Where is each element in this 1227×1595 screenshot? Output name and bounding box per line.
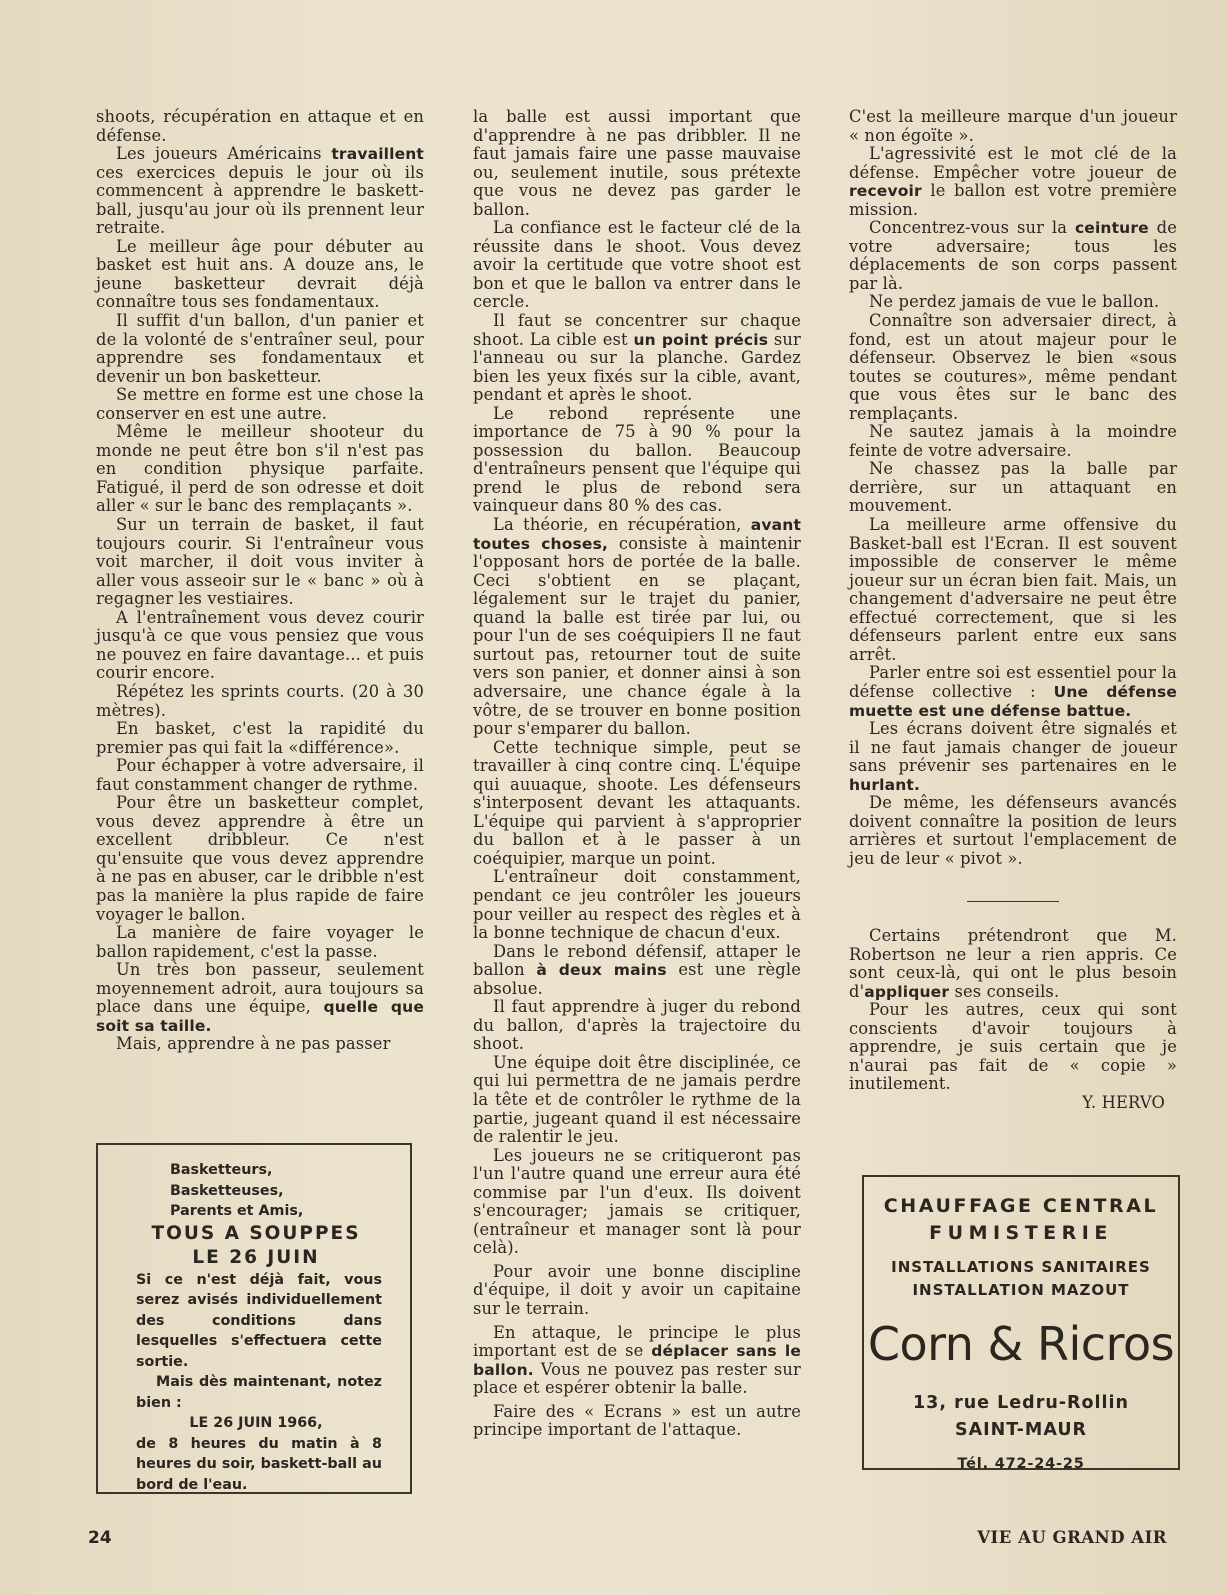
text-run: Concentrez-vous sur la [869,218,1075,238]
text-run: de votre adversaire; tous les déplacements de son corps passent par là. [849,218,1177,293]
text-run: Vous ne pouvez pas rester sur place et espérer obtenir la balle. [473,1359,801,1398]
paragraph: Sur un terrain de basket, il faut toujours courir. Si l'entraîneur vous voit marcher, il doit vous inviter à aller vous asseoir sur le « banc » où à regagner les vestiaires. [96,515,424,609]
paragraph: shoots, récupération en attaque et en défense. [96,107,424,145]
text-run: Les écrans doivent être signalés et il ne faut jamais changer de joueur sans prévenir ses partenaires en le [849,719,1177,776]
bold-phrase: hurlant. [849,775,921,794]
ad-city: SAINT-MAUR [954,1420,1088,1440]
paragraph: Mais, apprendre à ne pas passer [116,1034,391,1054]
heating-advertisement [862,1175,1180,1470]
paragraph: Répétez les sprints courts. (20 à 30 mètres). [96,681,424,720]
ad-headline-date: LE 26 JUIN [192,1246,320,1268]
paragraph: L'agressivité est le mot clé de la défense. Empêcher votre joueur de recevoir le ballon est votre première mission. [849,144,1177,219]
paragraph [473,516,801,739]
paragraph: Cette technique simple, peut se travailler à cinq contre cinq. L'équipe qui auuaque, shoote. Les défenseurs s'interposent devant les attaquants. L'équipe qui parvient à s'approprier du ballon et à le passer à un coéquipier, marque un point. [473,737,801,868]
paragraph: Pour échapper à votre adversaire, il faut constamment changer de rythme. [96,756,424,794]
ad-service-sanitaires: INSTALLATIONS SANITAIRES [891,1258,1151,1276]
paragraph: La manière de faire voyager le ballon rapidement, c'est la passe. [96,923,424,961]
paragraph [96,961,424,1035]
ad-telephone: Tél. 472-24-25 [957,1456,1085,1472]
ad-body-note: Mais dès maintenant, notez bien : [136,1374,382,1411]
paragraph: Même le meilleur shooteur du monde ne peut être bon s'il n'est pas en condition physique parfaite. Fatigué, il perd de son odresse et doit aller « sur le banc des remplaçants ». [96,422,424,516]
text-run: Un très bon passeur, seulement moyennement adroit, aura toujours sa place dans une équipe, [96,960,424,1017]
paragraph: En basket, c'est la rapidité du premier pas qui fait la «différence». [96,719,424,757]
bold-phrase: Une défense muette est une défense battue. [849,682,1177,720]
text-run: Les joueurs Américains [116,144,332,164]
paragraph [473,943,801,999]
article-column-3 [849,108,1177,1112]
paragraph: Le meilleur âge pour débuter au basket est huit ans. A douze ans, le jeune basketteur devrait déjà connaître tous ses fondamentaux. [96,236,424,312]
paragraph: Pour avoir une bonne discipline d'équipe, il doit y avoir un capitaine sur le terrain. [473,1261,801,1318]
ad-body-notice: Si ce n'est déjà fait, vous serez avisés individuellement des conditions dans lesquelles s'effectuera cette sortie. [136,1271,382,1370]
author-signature: Y. HERVO [1082,1092,1165,1112]
paragraph [473,312,801,405]
bold-phrase: avant toutes choses, [473,516,801,553]
bold-phrase: recevoir [849,182,922,201]
closing-paragraphs [849,927,1177,1094]
ad-address: 13, rue Ledru-Rollin [913,1393,1129,1413]
paragraph: Une équipe doit être disciplinée, ce qui lui permettra de ne jamais perdre la tête et de contrôler le rythme de la partie, jugeant quand il est nécessaire de ralentir le jeu. [473,1052,801,1147]
text-run: En attaque, le principe le plus important est de se [473,1322,801,1361]
bold-phrase: ceinture [1074,219,1149,238]
ad-headline-souppes: TOUS A SOUPPES [151,1222,361,1244]
paragraph [473,1324,801,1398]
paragraph: Ne sautez jamais à la moindre feinte de votre adversaire. [849,422,1177,460]
paragraph: Se mettre en forme est une chose la conserver en est une autre. [96,385,424,423]
ad-line-basketteurs: Basketteurs, [170,1162,273,1178]
paragraph: Faire des « Ecrans » est un autre principe important de l'attaque. [473,1401,801,1440]
article-column-1 [96,108,424,1054]
section-divider [849,888,1177,907]
ad-body-schedule: de 8 heures du matin à 8 heures du soir, baskett-ball au bord de l'eau. [136,1435,382,1493]
paragraph [849,664,1177,720]
text-run: Parler entre soi est essentiel pour la défense collective : [849,663,1177,701]
paragraph: la balle est aussi important que d'apprendre à ne pas dribbler. Il ne faut jamais faire une passe mauvaise ou, seulement inutile, sous prétexte que vous ne devez pas garder le ballon. [473,107,801,219]
magazine-title: VIE AU GRAND AIR [977,1528,1167,1547]
ad-line-parents: Parents et Amis, [170,1203,304,1219]
event-announcement-box [96,1143,412,1494]
bold-phrase: quelle que soit sa taille. [96,998,424,1035]
paragraph: L'entraîneur doit constamment, pendant ce jeu contrôler les joueurs pour veiller au respect des règles et à la bonne technique de chacun d'eux. [473,867,801,943]
paragraph [849,219,1177,293]
paragraph: De même, les défenseurs avancés doivent connaître la position de leurs arrières et surtout l'emplacement de jeu de leur « pivot ». [849,793,1177,868]
bold-phrase: un point précis [633,330,769,349]
paragraph: Les joueurs ne se critiqueront pas l'un l'autre quand une erreur aura été commise par l'un d'eux. Ils doivent s'encourager; jamais se critiquer, (entraîneur et manager sont là pour celà). [473,1145,801,1258]
ad-event-date: LE 26 JUIN 1966, [189,1415,323,1431]
paragraph: A l'entraînement vous devez courir jusqu'à ce que vous pensiez que vous ne pouvez en faire davantage... et puis courir encore. [96,607,424,683]
paragraph: Il faut apprendre à juger du rebond du ballon, d'après la trajectoire du shoot. [473,997,801,1054]
text-run: Il faut se concentrer sur chaque shoot. La cible est [473,311,801,349]
paragraph [849,720,1177,794]
paragraph: Certains prétendront que M. Robertson ne leur a rien appris. Ce sont ceux-là, qui ont le plus besoin d'appliquer ses conseils. [849,925,1177,1001]
ad-service-mazout: INSTALLATION MAZOUT [912,1281,1130,1299]
paragraph: Ne chassez pas la balle par derrière, sur un attaquant en mouvement. [849,459,1177,516]
text-run: sur l'anneau ou sur la planche. Gardez bien les yeux fixés sur la cible, avant, pendant et après le shoot. [473,329,801,405]
paragraph: Il suffit d'un ballon, d'un panier et de la volonté de s'entraîner seul, pour apprendre ses fondamentaux et devenir un bon basketteur. [96,311,424,386]
bold-phrase: travaillent [331,145,424,164]
text-run: Dans le rebond défensif, attaper le ballon [473,941,801,980]
paragraph: Le rebond représente une importance de 75 à 90 % pour la possession du ballon. Beaucoup d'entraîneurs pensent que l'équipe qui prend le plus de rebond sera vainqueur dans 80 % des cas. [473,403,801,516]
ad-service-fumisterie: FUMISTERIE [929,1222,1113,1244]
paragraph: C'est la meilleure marque d'un joueur « non égoïte ». [849,107,1177,145]
paragraph [96,145,424,238]
paragraph: La confiance est le facteur clé de la réussite dans le shoot. Vous devez avoir la certitude que votre shoot est bon et que le ballon va entrer dans le cercle. [473,218,801,312]
ad-brand-name: Corn & Ricros [867,1317,1175,1371]
text-run: La théorie, en récupération, [493,515,751,535]
paragraph: La meilleure arme offensive du Basket-ball est l'Ecran. Il est souvent impossible de conserver le même joueur sur un écran bien fait. Mais, un changement d'adversaire ne peut être effectué correctement, que si les défenseurs parlent entre eux sans arrêt. [849,515,1177,664]
text-run: est une règle absolue. [473,960,801,998]
text-run: ces exercices depuis le jour où ils commencent à apprendre le baskett-ball, jusqu'au jour où ils prennent leur retraite. [96,162,424,238]
paragraph: Ne perdez jamais de vue le ballon. [869,292,1160,312]
bold-phrase: appliquer [864,982,950,1001]
page-number: 24 [88,1528,112,1548]
ad-line-basketteuses: Basketteuses, [170,1182,284,1199]
paragraph: Pour être un basketteur complet, vous devez apprendre à être un excellent dribbleur. Ce n'est qu'ensuite que vous devez apprendre à ne pas en abuser, car le dribble n'est pas la manière la plus rapide de faire voyager le ballon. [96,793,424,924]
bold-phrase: déplacer sans le ballon. [473,1342,801,1379]
bold-phrase: à deux mains [536,961,667,980]
column-3-body [849,108,1177,868]
paragraph: Connaître son adversaier direct, à fond, est un atout majeur pour le défenseur. Observez le bien «sous toutes se coutures», même pendant que vous êtes sur le banc des remplaçants. [849,311,1177,423]
paragraph: Pour les autres, ceux qui sont conscients d'avoir toujours à apprendre, je suis certain que je n'aurai pas fait de « copie » inutilement. [849,1000,1177,1094]
ad-service-heating: CHAUFFAGE CENTRAL [883,1195,1159,1217]
text-run: consiste à maintenir l'opposant hors de portée de la balle. Ceci s'obtient en se plaçant, légalement sur le trajet du panier, quand la balle est tirée par lui, ou pour l'un de ses coéquipiers Il ne faut surtout pas, retourner tout de suite vers son panier, et donner ainsi à son adversaire, une chance égale à la vôtre, de se trouver en bonne position pour s'emparer du ballon. [473,533,801,739]
article-column-2 [473,108,801,1440]
